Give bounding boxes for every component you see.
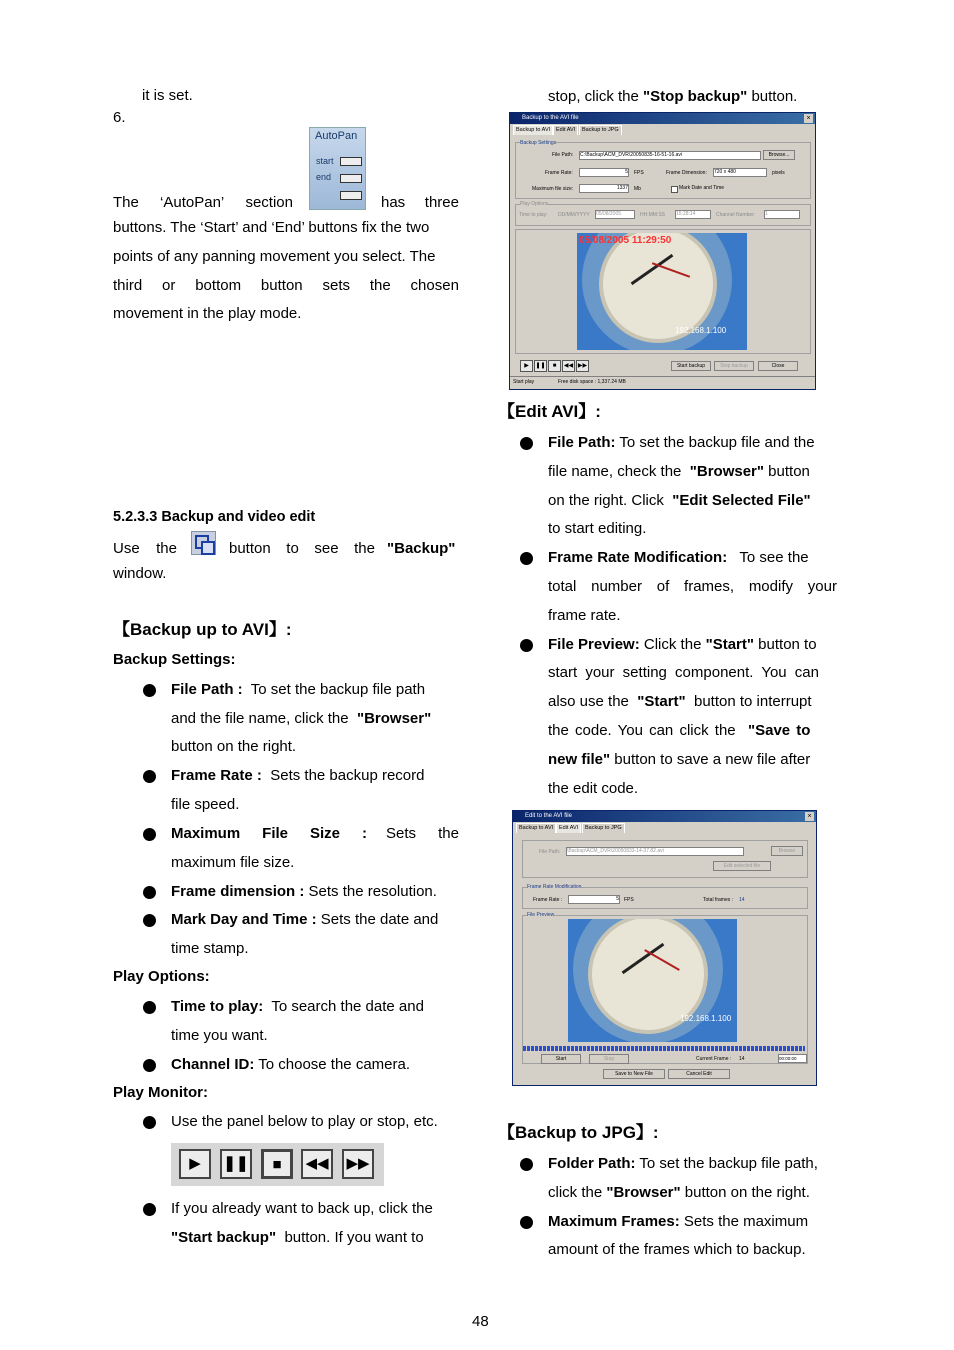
group-label: Frame Rate Modification xyxy=(527,884,582,890)
bullet-frame-rate-mod-2: total number of frames, modify your xyxy=(548,578,837,595)
autopan-title: AutoPan xyxy=(315,130,358,142)
bullet xyxy=(143,1116,156,1129)
bullet xyxy=(520,552,533,565)
group-label: Backup Settings xyxy=(520,140,557,146)
file-path-field[interactable]: \Backup\ACM_DVR\20050833-14-37.82.avi xyxy=(566,847,744,856)
current-frame-value: 14 xyxy=(739,1056,745,1062)
pause-button[interactable] xyxy=(534,360,547,372)
time-date-field[interactable]: 05/08/2005 xyxy=(595,210,635,219)
progress-bar xyxy=(523,1046,805,1051)
fast-forward-icon: ▶▶ xyxy=(577,363,588,369)
autopan-text-line2: buttons. The ‘Start’ and ‘End’ buttons fix the two xyxy=(113,219,430,236)
autopan-text-line5: movement in the play mode. xyxy=(113,305,302,322)
dialog-titlebar: Backup to the AVI file × xyxy=(510,113,815,124)
channel-select[interactable]: 1 xyxy=(764,210,800,219)
mb-unit: Mb xyxy=(634,186,641,192)
backup-avi-dialog xyxy=(509,112,816,390)
cancel-edit-button[interactable]: Cancel Edit xyxy=(668,1069,730,1079)
fast-forward-button[interactable] xyxy=(342,1149,374,1179)
time-display: 00:00:00 xyxy=(778,1054,807,1063)
edit-selected-button[interactable]: Edit selected file xyxy=(713,861,771,871)
autopan-text-line4: third or bottom button sets the chosen xyxy=(113,277,459,294)
bullet xyxy=(143,914,156,927)
total-frames-label: Total frames : xyxy=(703,897,734,903)
pause-icon: ❚❚ xyxy=(535,363,546,369)
bullet-max-size-b: Sets the xyxy=(386,825,459,842)
bullet xyxy=(143,684,156,697)
bullet-mark-day: Mark Day and Time : Sets the date and xyxy=(171,911,439,928)
fast-forward-icon: ▶▶ xyxy=(346,1155,370,1172)
close-icon[interactable]: × xyxy=(804,114,813,123)
frame-dim-label: Frame Dimension: xyxy=(666,170,707,176)
tab-backup-jpg[interactable]: Backup to JPG xyxy=(582,823,625,833)
frame-rate-field[interactable]: 5 xyxy=(579,168,629,177)
pause-icon: ❚❚ xyxy=(223,1155,249,1172)
bullet-backup-2: "Start backup" button. If you want to xyxy=(171,1229,424,1246)
tab-edit-avi[interactable]: Edit AVI xyxy=(556,823,581,833)
bullet-max-size: Maximum File Size : xyxy=(171,825,367,842)
file-path-label: File Path: xyxy=(539,849,561,855)
osd-ip: 192.168.1.100 xyxy=(680,1014,732,1023)
autopan-start-label: start xyxy=(316,156,334,166)
fps-unit: FPS xyxy=(634,170,644,176)
autopan-end-button[interactable] xyxy=(340,174,362,183)
edit-avi-dialog xyxy=(512,810,817,1086)
edit-avi-heading: 【Edit AVI】: xyxy=(498,402,601,421)
bullet xyxy=(143,770,156,783)
tab-backup-jpg[interactable]: Backup to JPG xyxy=(579,125,622,135)
tab-edit-avi[interactable]: Edit AVI xyxy=(553,125,578,135)
time-label: Time to play: xyxy=(519,212,548,218)
stop-text: stop, click the "Stop backup" button. xyxy=(548,88,798,105)
bullet-folder-path-2: click the "Browser" button on the right. xyxy=(548,1184,810,1201)
play-button[interactable] xyxy=(520,360,533,372)
save-new-file-button[interactable]: Save to New File xyxy=(603,1069,665,1079)
mark-day-label: Mark Date and Time xyxy=(679,185,725,191)
bullet-file-preview: File Preview: Click the "Start" button to xyxy=(548,636,817,653)
time-hms-label: HH:MM:SS xyxy=(640,212,665,218)
start-button[interactable]: Start xyxy=(541,1054,581,1064)
time-format-label: DD/MM/YYYY xyxy=(558,212,590,218)
frame-rate-field[interactable]: 5 xyxy=(568,895,620,904)
bullet-file-preview-4: the code. You can click the "Save to xyxy=(548,722,811,739)
bullet xyxy=(143,1203,156,1216)
channel-label: Channel Number: xyxy=(716,212,756,218)
osd-timestamp: 05/08/2005 11:29:50 xyxy=(579,235,672,246)
bullet xyxy=(143,886,156,899)
bullet xyxy=(520,1158,533,1171)
stop-icon: ■ xyxy=(272,1156,282,1173)
mark-day-checkbox[interactable] xyxy=(671,186,678,193)
autopan-play-button[interactable] xyxy=(340,191,362,200)
bullet xyxy=(143,1001,156,1014)
bullet-file-preview-2: start your setting component. You can xyxy=(548,664,819,681)
autopan-text-line1b: has three xyxy=(381,194,459,211)
status-left: Start play xyxy=(513,379,535,385)
bullet xyxy=(143,828,156,841)
dialog-titlebar: Edit to the AVI file × xyxy=(513,811,816,822)
bullet-play-monitor: Use the panel below to play or stop, etc. xyxy=(171,1113,438,1130)
use-backup-word: "Backup" xyxy=(387,540,456,557)
file-path-label: File Path: xyxy=(552,152,574,158)
autopan-text-line1a: The ‘AutoPan’ section xyxy=(113,194,293,211)
rewind-button[interactable] xyxy=(562,360,575,372)
bullet-time-to-play-2: time you want. xyxy=(171,1027,268,1044)
time-hms-field[interactable]: 15:28:14 xyxy=(675,210,711,219)
bullet-file-path-2: and the file name, click the "Browser" xyxy=(171,710,432,727)
stop-button[interactable] xyxy=(261,1149,293,1179)
bullet-edit-file-path-2: file name, check the "Browser" button xyxy=(548,463,810,480)
rewind-icon: ◀◀ xyxy=(563,363,574,369)
bullet-frame-rate-mod: Frame Rate Modification: To see the xyxy=(548,549,809,566)
bullet-edit-file-path-3: on the right. Click "Edit Selected File" xyxy=(548,492,811,509)
bullet-file-preview-5: new file" button to save a new file after xyxy=(548,751,811,768)
bullet-backup: If you already want to back up, click the xyxy=(171,1200,433,1217)
fps-unit: FPS xyxy=(624,897,634,903)
current-frame-label: Current Frame : xyxy=(696,1056,732,1062)
stop-button[interactable]: Stop xyxy=(589,1054,629,1064)
file-group xyxy=(522,840,808,878)
frame-rate-label: Frame Rate: xyxy=(545,170,573,176)
rewind-icon: ◀◀ xyxy=(305,1155,329,1172)
browse-button[interactable]: Browse... xyxy=(763,150,795,160)
bullet-time-to-play: Time to play: To search the date and xyxy=(171,998,424,1015)
bullet-file-preview-6: the edit code. xyxy=(548,780,639,797)
frame-dim-select[interactable]: 720 x 480 xyxy=(713,168,767,177)
autopan-panel xyxy=(309,127,366,210)
autopan-start-button[interactable] xyxy=(340,157,362,166)
backup-jpg-heading: 【Backup to JPG】: xyxy=(498,1123,659,1142)
bullet-file-preview-3: also use the "Start" button to interrupt xyxy=(548,693,812,710)
bullet xyxy=(520,437,533,450)
bullet-frame-rate: Frame Rate : Sets the backup record xyxy=(171,767,425,784)
bullet-file-path-3: button on the right. xyxy=(171,738,297,755)
play-icon: ▶ xyxy=(189,1155,201,1172)
bullet-max-frames-2: amount of the frames which to backup. xyxy=(548,1241,806,1258)
bullet-edit-file-path: File Path: To set the backup file and the xyxy=(548,434,815,451)
fast-forward-button[interactable] xyxy=(576,360,589,372)
bullet-max-frames: Maximum Frames: Sets the maximum xyxy=(548,1213,809,1230)
total-frames-value: 14 xyxy=(739,897,745,903)
close-button[interactable]: Close xyxy=(758,361,798,371)
close-icon[interactable]: × xyxy=(805,812,814,821)
stop-button[interactable] xyxy=(548,360,561,372)
autopan-text-line3: points of any panning movement you select. The xyxy=(113,248,436,265)
file-path-field[interactable]: C:\Backup\ACM_DVR\20050835-16-51-16.avi xyxy=(579,151,761,160)
video-frame xyxy=(568,919,737,1042)
section-heading: 5.2.3.3 Backup and video edit xyxy=(113,509,316,525)
use-text-b: button to see the xyxy=(229,540,375,557)
backup-settings-heading: Backup Settings: xyxy=(113,651,236,668)
continuation-text: it is set. xyxy=(142,87,193,104)
autopan-end-label: end xyxy=(316,172,332,182)
bullet-edit-file-path-4: to start editing. xyxy=(548,520,647,537)
bullet-frame-rate-2: file speed. xyxy=(171,796,240,813)
bullet-channel: Channel ID: To choose the camera. xyxy=(171,1056,411,1073)
avi-heading: 【Backup up to AVI】: xyxy=(113,620,292,639)
bullet-frame-rate-mod-3: frame rate. xyxy=(548,607,621,624)
bullet-frame-dimension: Frame dimension : Sets the resolution. xyxy=(171,883,437,900)
bullet-mark-day-2: time stamp. xyxy=(171,940,249,957)
stop-icon: ■ xyxy=(552,363,557,369)
play-button[interactable] xyxy=(179,1149,211,1179)
play-monitor-heading: Play Monitor: xyxy=(113,1084,209,1101)
playback-panel xyxy=(171,1143,384,1186)
pixels-unit: pixels xyxy=(772,170,785,176)
use-text-c: window. xyxy=(113,565,167,582)
stop-backup-button[interactable]: Stop backup xyxy=(714,361,754,371)
backup-icon xyxy=(191,531,216,555)
group-label: File Preview xyxy=(527,912,555,918)
bullet-max-size-2: maximum file size. xyxy=(171,854,295,871)
bullet xyxy=(143,1059,156,1072)
osd-ip: 192.168.1.100 xyxy=(675,326,727,335)
page-number: 48 xyxy=(472,1313,489,1330)
bullet xyxy=(520,1216,533,1229)
video-frame xyxy=(577,233,747,350)
status-free-space: Free disk space : 1,337.24 MB xyxy=(558,379,626,385)
max-size-label: Maximum file size: xyxy=(532,186,574,192)
bullet-folder-path: Folder Path: To set the backup file path, xyxy=(548,1155,818,1172)
start-backup-button[interactable]: Start backup xyxy=(671,361,711,371)
tab-backup-avi[interactable]: Backup to AVI xyxy=(513,125,553,135)
play-icon: ▶ xyxy=(524,363,529,369)
max-size-field[interactable]: 1337 xyxy=(579,184,629,193)
use-text-a: Use the xyxy=(113,540,177,557)
list-number: 6. xyxy=(113,109,126,126)
tab-backup-avi[interactable]: Backup to AVI xyxy=(516,823,556,833)
bullet-file-path: File Path : To set the backup file path xyxy=(171,681,426,698)
frame-rate-label: Frame Rate : xyxy=(533,897,563,903)
play-options-heading: Play Options: xyxy=(113,968,210,985)
rewind-button[interactable] xyxy=(301,1149,333,1179)
group-label: Play Options xyxy=(520,201,549,207)
browse-button[interactable]: Browse xyxy=(771,846,803,856)
bullet xyxy=(520,639,533,652)
pause-button[interactable] xyxy=(220,1149,252,1179)
